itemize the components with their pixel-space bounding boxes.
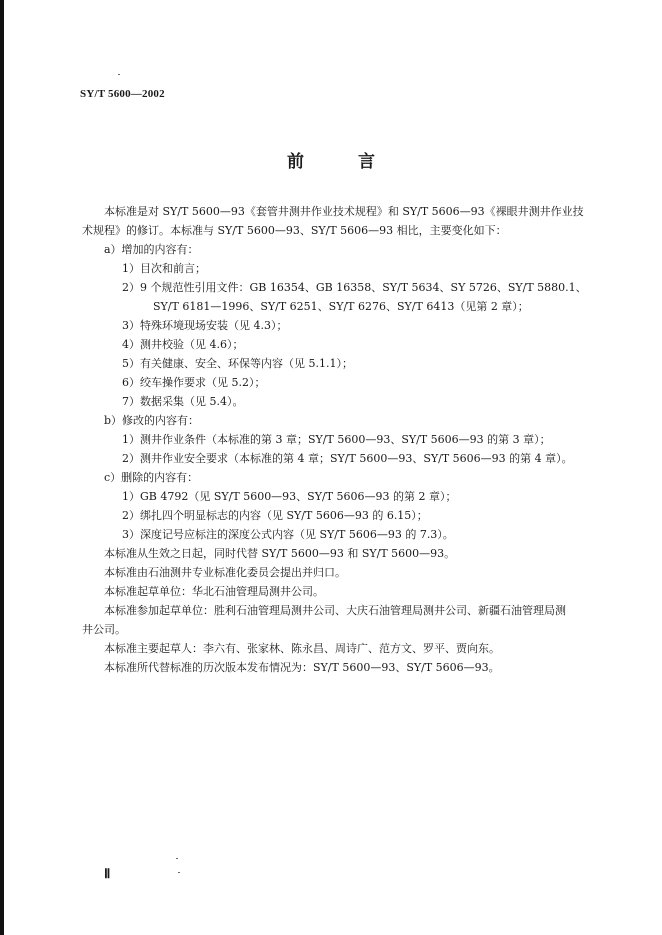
list-c-item-1: 1）GB 4792（见 SY/T 5600—93、SY/T 5606—93 的第 2 章）； (122, 490, 457, 503)
list-c-heading: c）删除的内容有： (104, 471, 199, 484)
version-history: 本标准所代替标准的历次版本发布情况为：SY/T 5600—93、SY/T 5606—93。 (104, 661, 500, 674)
list-a-heading: a）增加的内容有： (104, 243, 199, 256)
list-a-item-6: 6）绞车操作要求（见 5.2）； (122, 376, 266, 389)
list-a-item-7: 7）数据采集（见 5.4）。 (122, 395, 244, 408)
list-b-heading: b）修改的内容有： (104, 414, 200, 427)
page-title: 前 言 (287, 152, 399, 172)
proposed-statement: 本标准由石油测井专业标准化委员会提出并归口。 (104, 566, 346, 579)
standard-code-header: SY/T 5600—2002 (80, 88, 165, 100)
scan-speck (178, 872, 180, 873)
scan-speck (118, 74, 120, 75)
intro-line-2: 术规程》的修订。本标准与 SY/T 5600—93、SY/T 5606—93 相比，主要变化如下： (82, 224, 507, 237)
scan-speck (176, 858, 178, 859)
list-a-item-3: 3）特殊环境现场安装（见 4.3）； (122, 319, 288, 332)
list-c-item-3: 3）深度记号应标注的深度公式内容（见 SY/T 5606—93 的 7.3）。 (122, 528, 454, 541)
main-drafters: 本标准主要起草人：李六有、张家林、陈永昌、周诗广、范方文、罗平、贾向东。 (104, 642, 500, 655)
list-a-item-5: 5）有关健康、安全、环保等内容（见 5.1.1）； (122, 357, 353, 370)
intro-line-1: 本标准是对 SY/T 5600—93《套管井测井作业技术规程》和 SY/T 5606—93《裸眼井测井作业技 (104, 205, 584, 218)
scan-edge-shadow (0, 0, 4, 935)
list-b-item-2: 2）测井作业安全要求（本标准的第 4 章；SY/T 5600—93、SY/T 5606—93 的第 4 章）。 (122, 452, 573, 465)
drafting-unit: 本标准起草单位：华北石油管理局测井公司。 (104, 585, 324, 598)
list-a-item-2-continued: SY/T 6181—1996、SY/T 6251、SY/T 6276、SY/T 6413（见第 2 章）； (153, 300, 529, 313)
list-c-item-2: 2）绑扎四个明显标志的内容（见 SY/T 5606—93 的 6.15）； (122, 509, 428, 522)
page-number: Ⅱ (104, 866, 111, 881)
list-b-item-1: 1）测井作业条件（本标准的第 3 章；SY/T 5600—93、SY/T 5606—93 的第 3 章）； (122, 433, 551, 446)
list-a-item-2: 2）9 个规范性引用文件：GB 16354、GB 16358、SY/T 5634、SY 5726、SY/T 5880.1、 (122, 281, 587, 294)
participating-units-continued: 井公司。 (82, 623, 126, 636)
participating-units: 本标准参加起草单位：胜利石油管理局测井公司、大庆石油管理局测井公司、新疆石油管理局测 (104, 604, 566, 617)
foreword-body (82, 202, 606, 677)
list-a-item-4: 4）测井校验（见 4.6）； (122, 338, 244, 351)
list-a-item-1: 1）目次和前言； (122, 262, 206, 275)
effective-statement: 本标准从生效之日起，同时代替 SY/T 5600—93 和 SY/T 5600—93。 (104, 547, 456, 560)
